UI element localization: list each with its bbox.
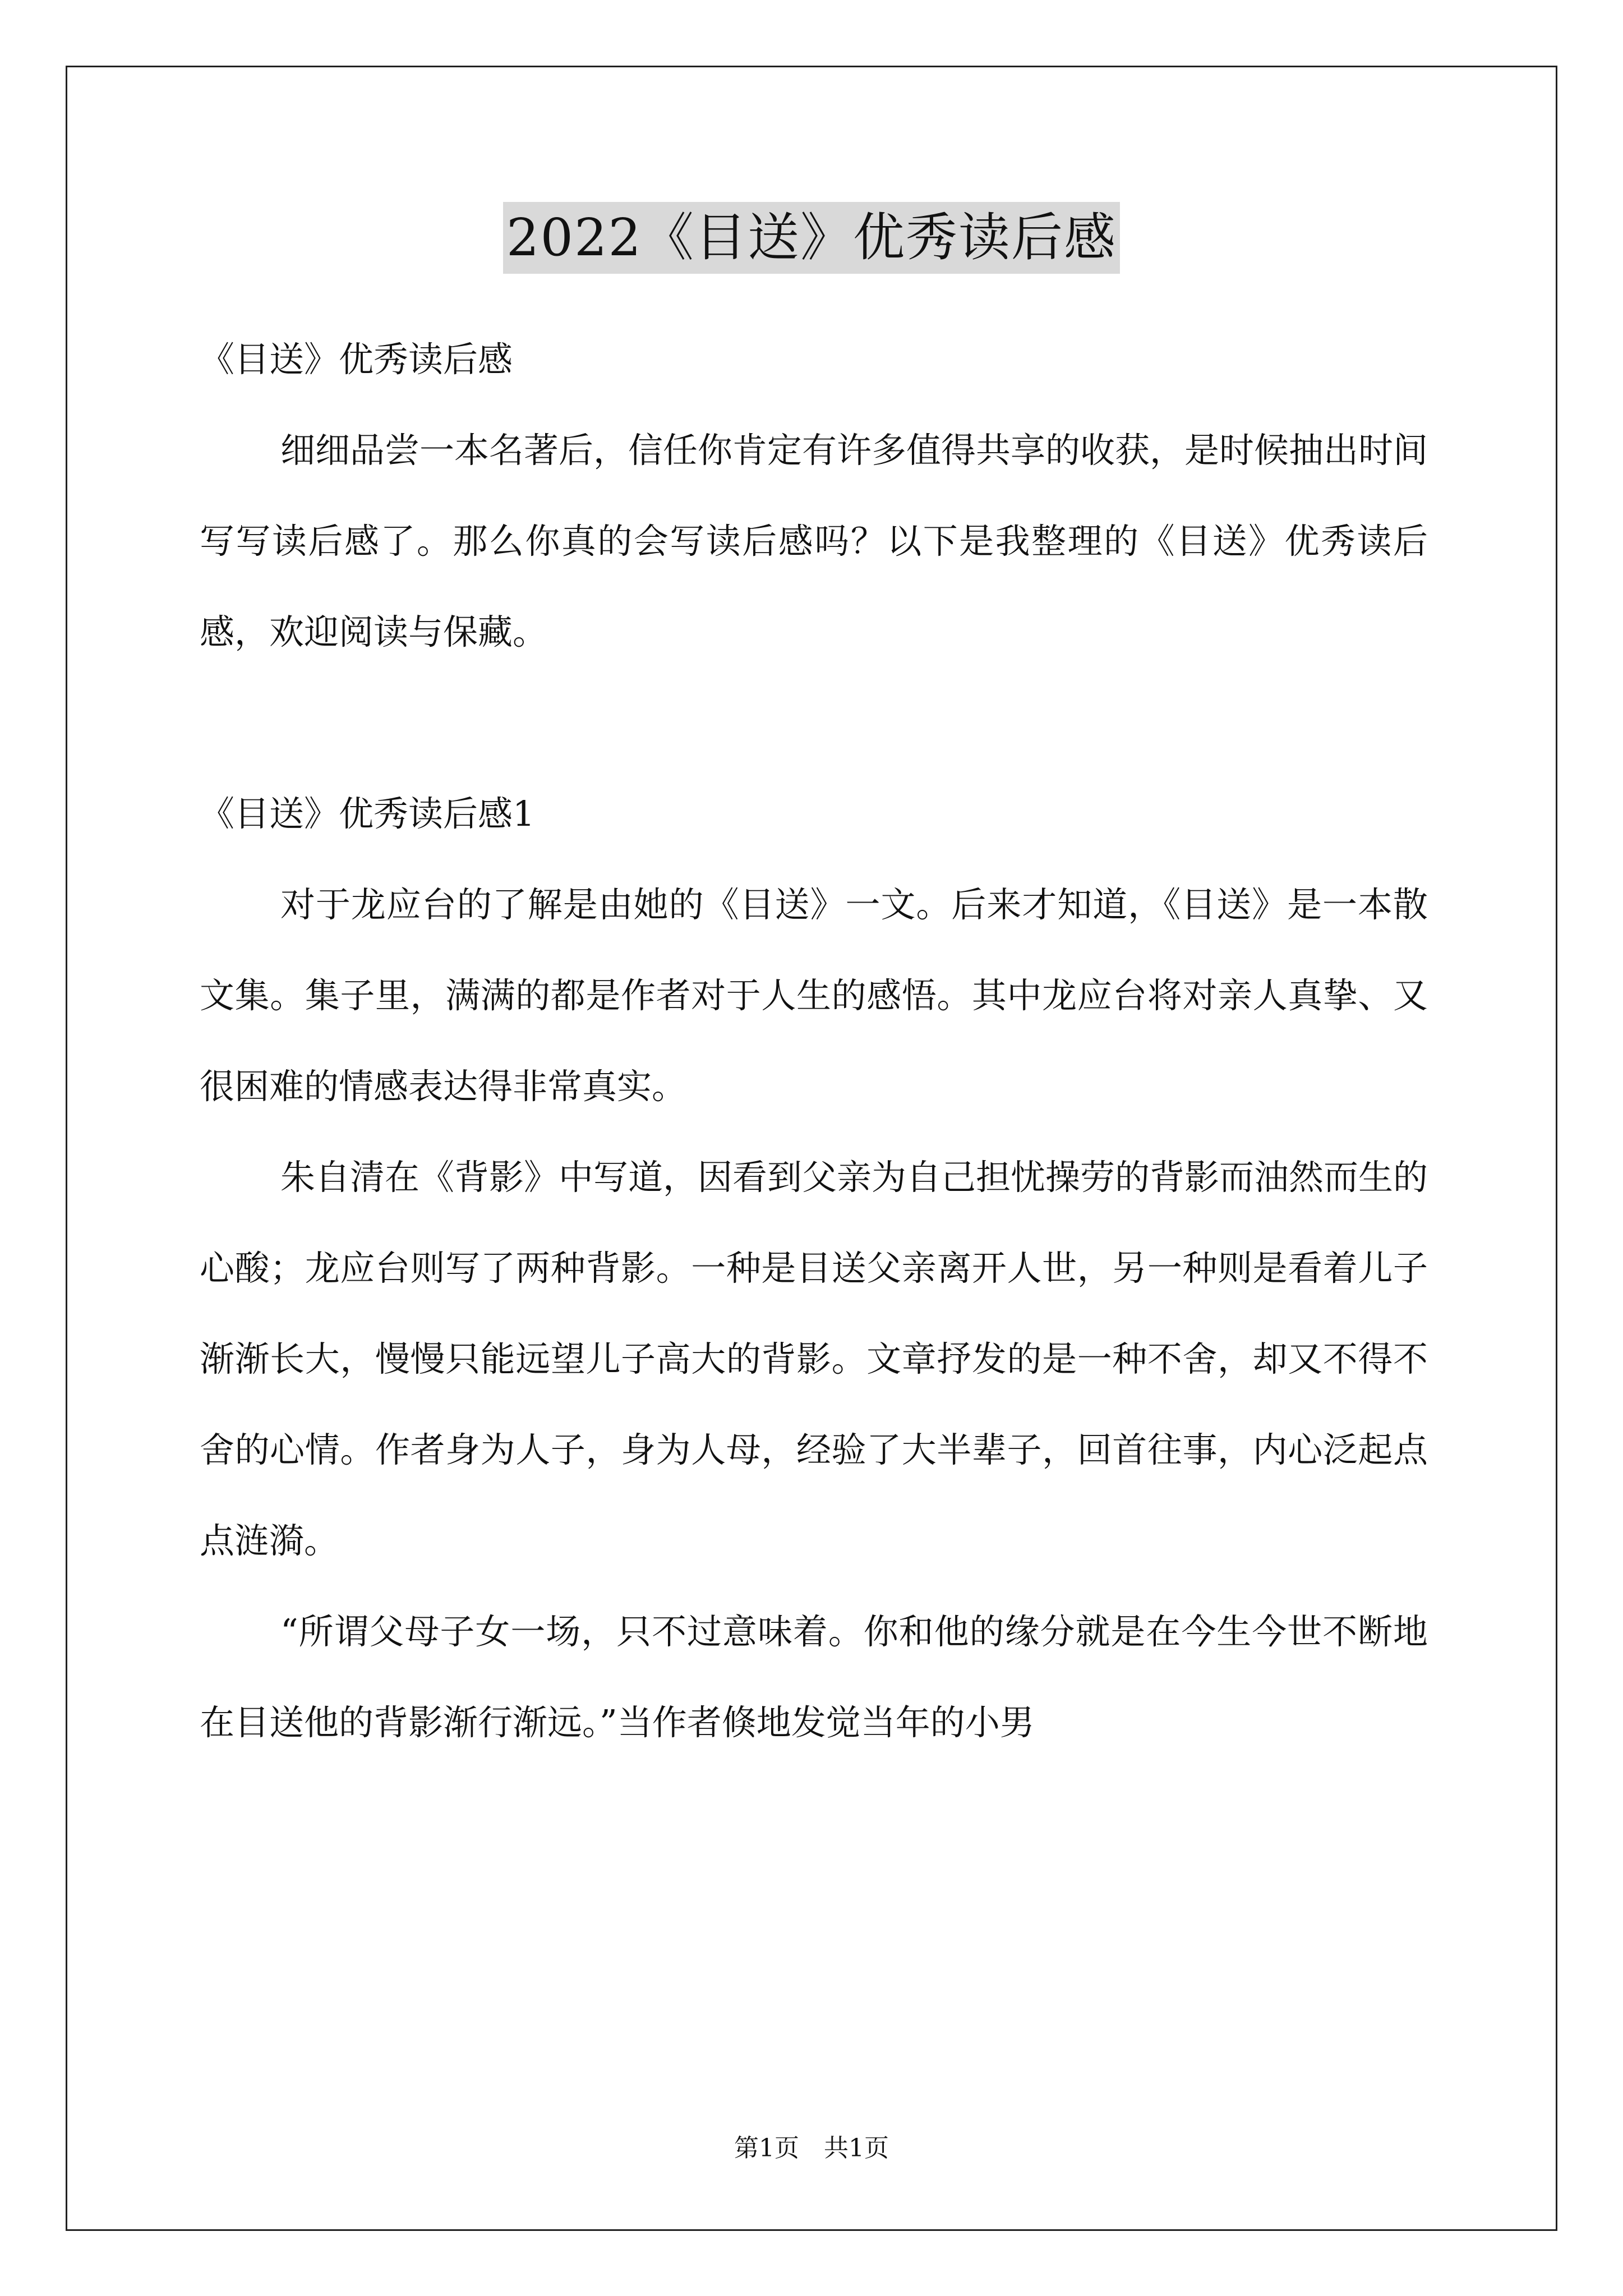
section-heading: 《目送》优秀读后感1 <box>200 793 535 834</box>
body-paragraph: 对于龙应台的了解是由她的《目送》一文。后来才知道，《目送》是一本散文集。集子里，满满的都是作者对于人生的感悟。其中龙应台将对亲人真挚、又很困难的情感表达得非常真实。 <box>200 884 1428 1107</box>
title-container <box>0 202 1623 274</box>
page-number: 第1页 共1页 <box>734 2134 889 2162</box>
document-body <box>200 314 1428 1768</box>
body-paragraph: “所谓父母子女一场，只不过意味着。你和他的缘分就是在今生今世不断地在目送他的背影渐行渐远。”当作者倏地发觉当年的小男 <box>200 1611 1428 1743</box>
body-paragraph: 朱自清在《背影》中写道，因看到父亲为自己担忧操劳的背影而油然而生的心酸；龙应台则写了两种背影。一种是目送父亲离开人世，另一种则是看着儿子渐渐长大，慢慢只能远望儿子高大的背影。文章抒发的是一种不舍，却又不得不舍的心情。作者身为人子，身为人母，经验了大半辈子，回首往事，内心泛起点点涟漪。 <box>200 1157 1428 1561</box>
document-title: 2022《目送》优秀读后感 <box>503 202 1120 274</box>
page-footer <box>0 2132 1623 2165</box>
subtitle: 《目送》优秀读后感 <box>200 339 513 380</box>
intro-paragraph: 细细品尝一本名著后，信任你肯定有许多值得共享的收获，是时候抽出时间写写读后感了。那么你真的会写读后感吗？以下是我整理的《目送》优秀读后感，欢迎阅读与保藏。 <box>200 430 1428 652</box>
section-spacer <box>200 678 1428 769</box>
